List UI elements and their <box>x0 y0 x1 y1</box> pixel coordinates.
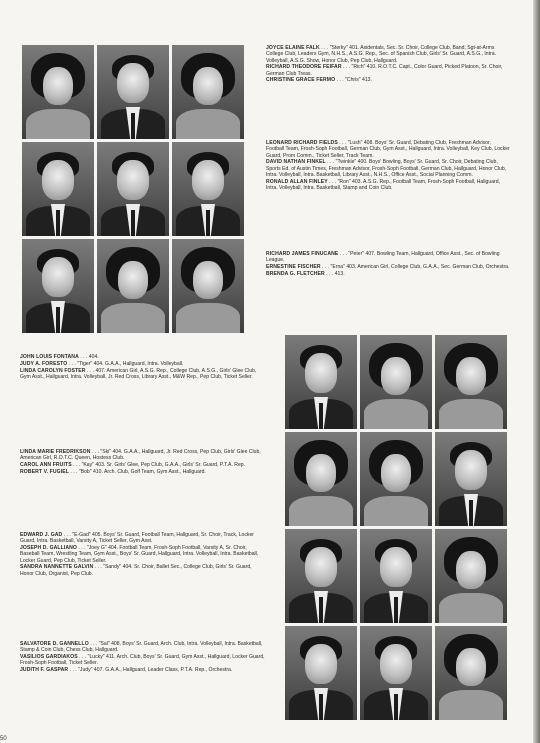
left-entry-block-4 <box>20 641 266 674</box>
student-name: JOHN LOUIS FONTANA <box>20 354 79 360</box>
right-entry-block-3 <box>266 251 510 278</box>
top-photo-grid <box>22 45 244 333</box>
student-portrait <box>22 142 94 236</box>
student-portrait <box>435 432 507 526</box>
student-name: RICHARD JAMES FINUCANE <box>266 251 339 257</box>
student-portrait <box>172 45 244 139</box>
student-activities: . . . 404. <box>80 354 99 360</box>
student-entry <box>20 654 266 667</box>
student-entry <box>266 179 510 192</box>
student-name: ERNESTINE FISCHER <box>266 264 321 271</box>
student-entry <box>266 64 510 77</box>
page-number: 50 <box>0 736 7 742</box>
student-portrait <box>285 626 357 720</box>
student-name: RICHARD THEODORE FEIFAR <box>266 64 342 71</box>
student-activities: . . . "Ron" 403. A.S.G. Rep., Football Team, Frosh-Soph Football, Hallguard, Intra. Volleyball, Intra. Basketball, Stamp and Coin Club. <box>266 178 500 192</box>
student-activities: . . . "Kay" 403. Sr. Girls' Glee, Pep Club, G.A.A., Girls' Sr. Guard, P.T.A. Rep. <box>73 462 246 469</box>
student-activities: . . . "Joey G" 404. Football Team, Frosh-Soph Football, Varsity A, Sr. Choir, Baseball Team, Wrestling Team, Gym Asst., Boys' Sr. Guard, Hallguard, Intra. Volleyball, Intra. Basketball, Locker Guard, Pep Club, Ticket Seller. <box>20 545 259 564</box>
student-name: JOSEPH D. GALLIANO <box>20 545 77 552</box>
student-activities: . . . "Sterky" 401. Axidentals, Sec. Sr. Choir, College Club, Band, Sgt-at-Arms College Club, Leaders Gym, N.H.S., A.S.G. Rep., Sec. of Spanish Club, Girls' Sr. Guard, A.S.G., Intra. Volleyball, A.S.G. Show, Honor Club, Pep Club, Hallguard. <box>266 45 497 64</box>
left-entry-block-2 <box>20 449 266 476</box>
student-activities: . . . "Chris" 413. <box>336 77 372 84</box>
student-portrait <box>285 432 357 526</box>
student-name: EDWARD J. GAD <box>20 532 63 538</box>
student-portrait <box>97 142 169 236</box>
student-name: RONALD ALLAN FINLEY <box>266 178 328 185</box>
student-activities: . . . "Lucky" 411. Arch. Club, Boys' Sr. Guard, Gym Asst., Hallguard, Locker Guard, Frosh-Soph Football, Ticket Seller. <box>20 654 265 667</box>
student-activities: . . . "Erna" 403. American Girl, College Club, G.A.A., Sec. German Club, Orchestra. <box>322 264 510 271</box>
student-activities: . . . "Lush" 408. Boys' Sr. Guard, Debating Club, Freshman Advisor, Football Team, Frosh-Soph Football, German Club, Gym Asst., Hallguard, Intra. Volleyball, Key Club, Locker Guard, Prom Comm., Ticket Seller, Track Team. <box>266 140 510 159</box>
student-activities: . . . "Ski" 404. G.A.A., Hallguard, Jr. Red Cross, Pep Club, Girls' Glee Club, American Girl, R.O.T.C. Queen, Hostess Club. <box>20 449 261 462</box>
student-activities: . . . "Sandy" 404. Sr. Choir, Ballet Sec., College Club, Girls' Sr. Guard, Honor Club, Organist, Pep Club. <box>20 564 252 577</box>
student-portrait <box>22 45 94 139</box>
student-entry <box>20 354 266 360</box>
student-portrait <box>435 529 507 623</box>
student-entry <box>20 361 266 367</box>
student-portrait <box>360 335 432 429</box>
student-portrait <box>360 626 432 720</box>
student-portrait <box>172 142 244 236</box>
student-entry <box>266 251 510 264</box>
student-portrait <box>172 239 244 333</box>
student-name: ROBERT V. FUGIEL <box>20 468 69 475</box>
left-entry-block-3 <box>20 532 266 578</box>
student-activities: . . . "Sal" 408. Boys' Sr. Guard, Arch. Club, Intra. Volleyball, Intra. Basketball, Stamp & Coin Club, Chess Club, Hallguard. <box>20 641 263 654</box>
student-portrait <box>285 529 357 623</box>
bottom-photo-grid <box>285 335 507 720</box>
student-entry <box>20 469 266 475</box>
student-entry <box>20 641 266 654</box>
right-entry-block-2 <box>266 140 510 192</box>
student-entry <box>266 159 510 178</box>
student-activities: . . . "Twinkle" 400. Boys' Bowling, Boys' Sr. Guard, Sr. Choir, Debating Club, Sports Ed. of Austin Times, Freshman Advisor, Frosh-Soph Football, German Club, Hallguard, Honor Club, Intra. Volleyball, Intra. Basketball, Library Asst., N.H.S., Office Asst., Social Planning Comm. <box>266 159 507 178</box>
student-entry <box>20 449 266 462</box>
student-name: JUDITH F. GASPAR <box>20 667 69 674</box>
student-entry <box>266 45 510 64</box>
student-name: DAVID NATHAN FINKEL <box>266 159 326 166</box>
student-entry <box>266 140 510 159</box>
student-name: LEONARD RICHARD FIELDS <box>266 140 338 146</box>
right-entry-block-1 <box>266 45 510 84</box>
student-name: SANDRA NANNETTE GALVIN <box>20 564 94 571</box>
student-name: SALVATORE D. GANNELLO <box>20 641 89 647</box>
student-activities: . . . "Tiger" 404. G.A.A., Hallguard, Intra. Volleyball. <box>68 360 184 367</box>
student-name: CAROL ANN FRUITS <box>20 462 72 469</box>
student-activities: . . . "Peter" 407. Bowling Team, Hallguard, Office Asst., Sec. of Bowling League. <box>266 251 500 264</box>
student-portrait <box>285 335 357 429</box>
student-activities: . . . "Judy" 407. G.A.A., Hallguard, Leader Class, P.T.A. Rep., Orchestra. <box>69 667 233 674</box>
student-name: JOYCE ELAINE FALK <box>266 45 320 51</box>
student-portrait <box>360 432 432 526</box>
student-activities: . . . "Rich" 410. R.O.T.C. Capt., Color Guard, Picked Platoon, Sr. Choir, German Club Treas. <box>266 64 503 77</box>
student-portrait <box>435 335 507 429</box>
student-name: VASILIOS GARDIAKOS <box>20 654 78 661</box>
student-activities: . . . "Bob" 410. Arch. Club, Golf Team, Gym Asst., Hallguard. <box>70 468 206 475</box>
student-name: CHRISTINE GRACE FERMO <box>266 77 336 84</box>
student-entry <box>20 368 266 381</box>
student-entry <box>20 545 266 564</box>
student-entry <box>266 271 510 277</box>
student-entry <box>20 532 266 545</box>
student-entry <box>266 264 510 270</box>
student-portrait <box>360 529 432 623</box>
student-activities: . . . 413. <box>326 270 345 277</box>
student-name: LINDA MARIE FREDRIKSON <box>20 449 91 455</box>
student-portrait <box>435 626 507 720</box>
student-name: BRENDA G. FLETCHER <box>266 270 325 277</box>
student-activities: . . . 407. American Girl, A.S.G. Rep., College Club, A.S.G., Girls' Glee Club, Gym Asst., Hallguard, Intra. Volleyball, Jr. Red Cross, Library Asst., M&W Rep., Pep Club, Ticket Seller. <box>20 367 257 380</box>
student-activities: . . . "E-Gad" 405. Boys' Sr. Guard, Football Team, Hallguard, Sr. Choir, Track, Locker Guard, Intra. Basketball, Varsity A, Ticket Seller, Gym Asst. <box>20 532 254 545</box>
student-name: LINDA CAROLYN FOSTER <box>20 367 86 374</box>
student-entry <box>20 667 266 673</box>
student-entry <box>20 462 266 468</box>
student-portrait <box>97 239 169 333</box>
student-portrait <box>22 239 94 333</box>
student-entry <box>20 564 266 577</box>
left-entry-block-1 <box>20 354 266 381</box>
student-portrait <box>97 45 169 139</box>
student-name: JUDY A. FORESTO <box>20 360 68 367</box>
student-entry <box>266 77 510 83</box>
